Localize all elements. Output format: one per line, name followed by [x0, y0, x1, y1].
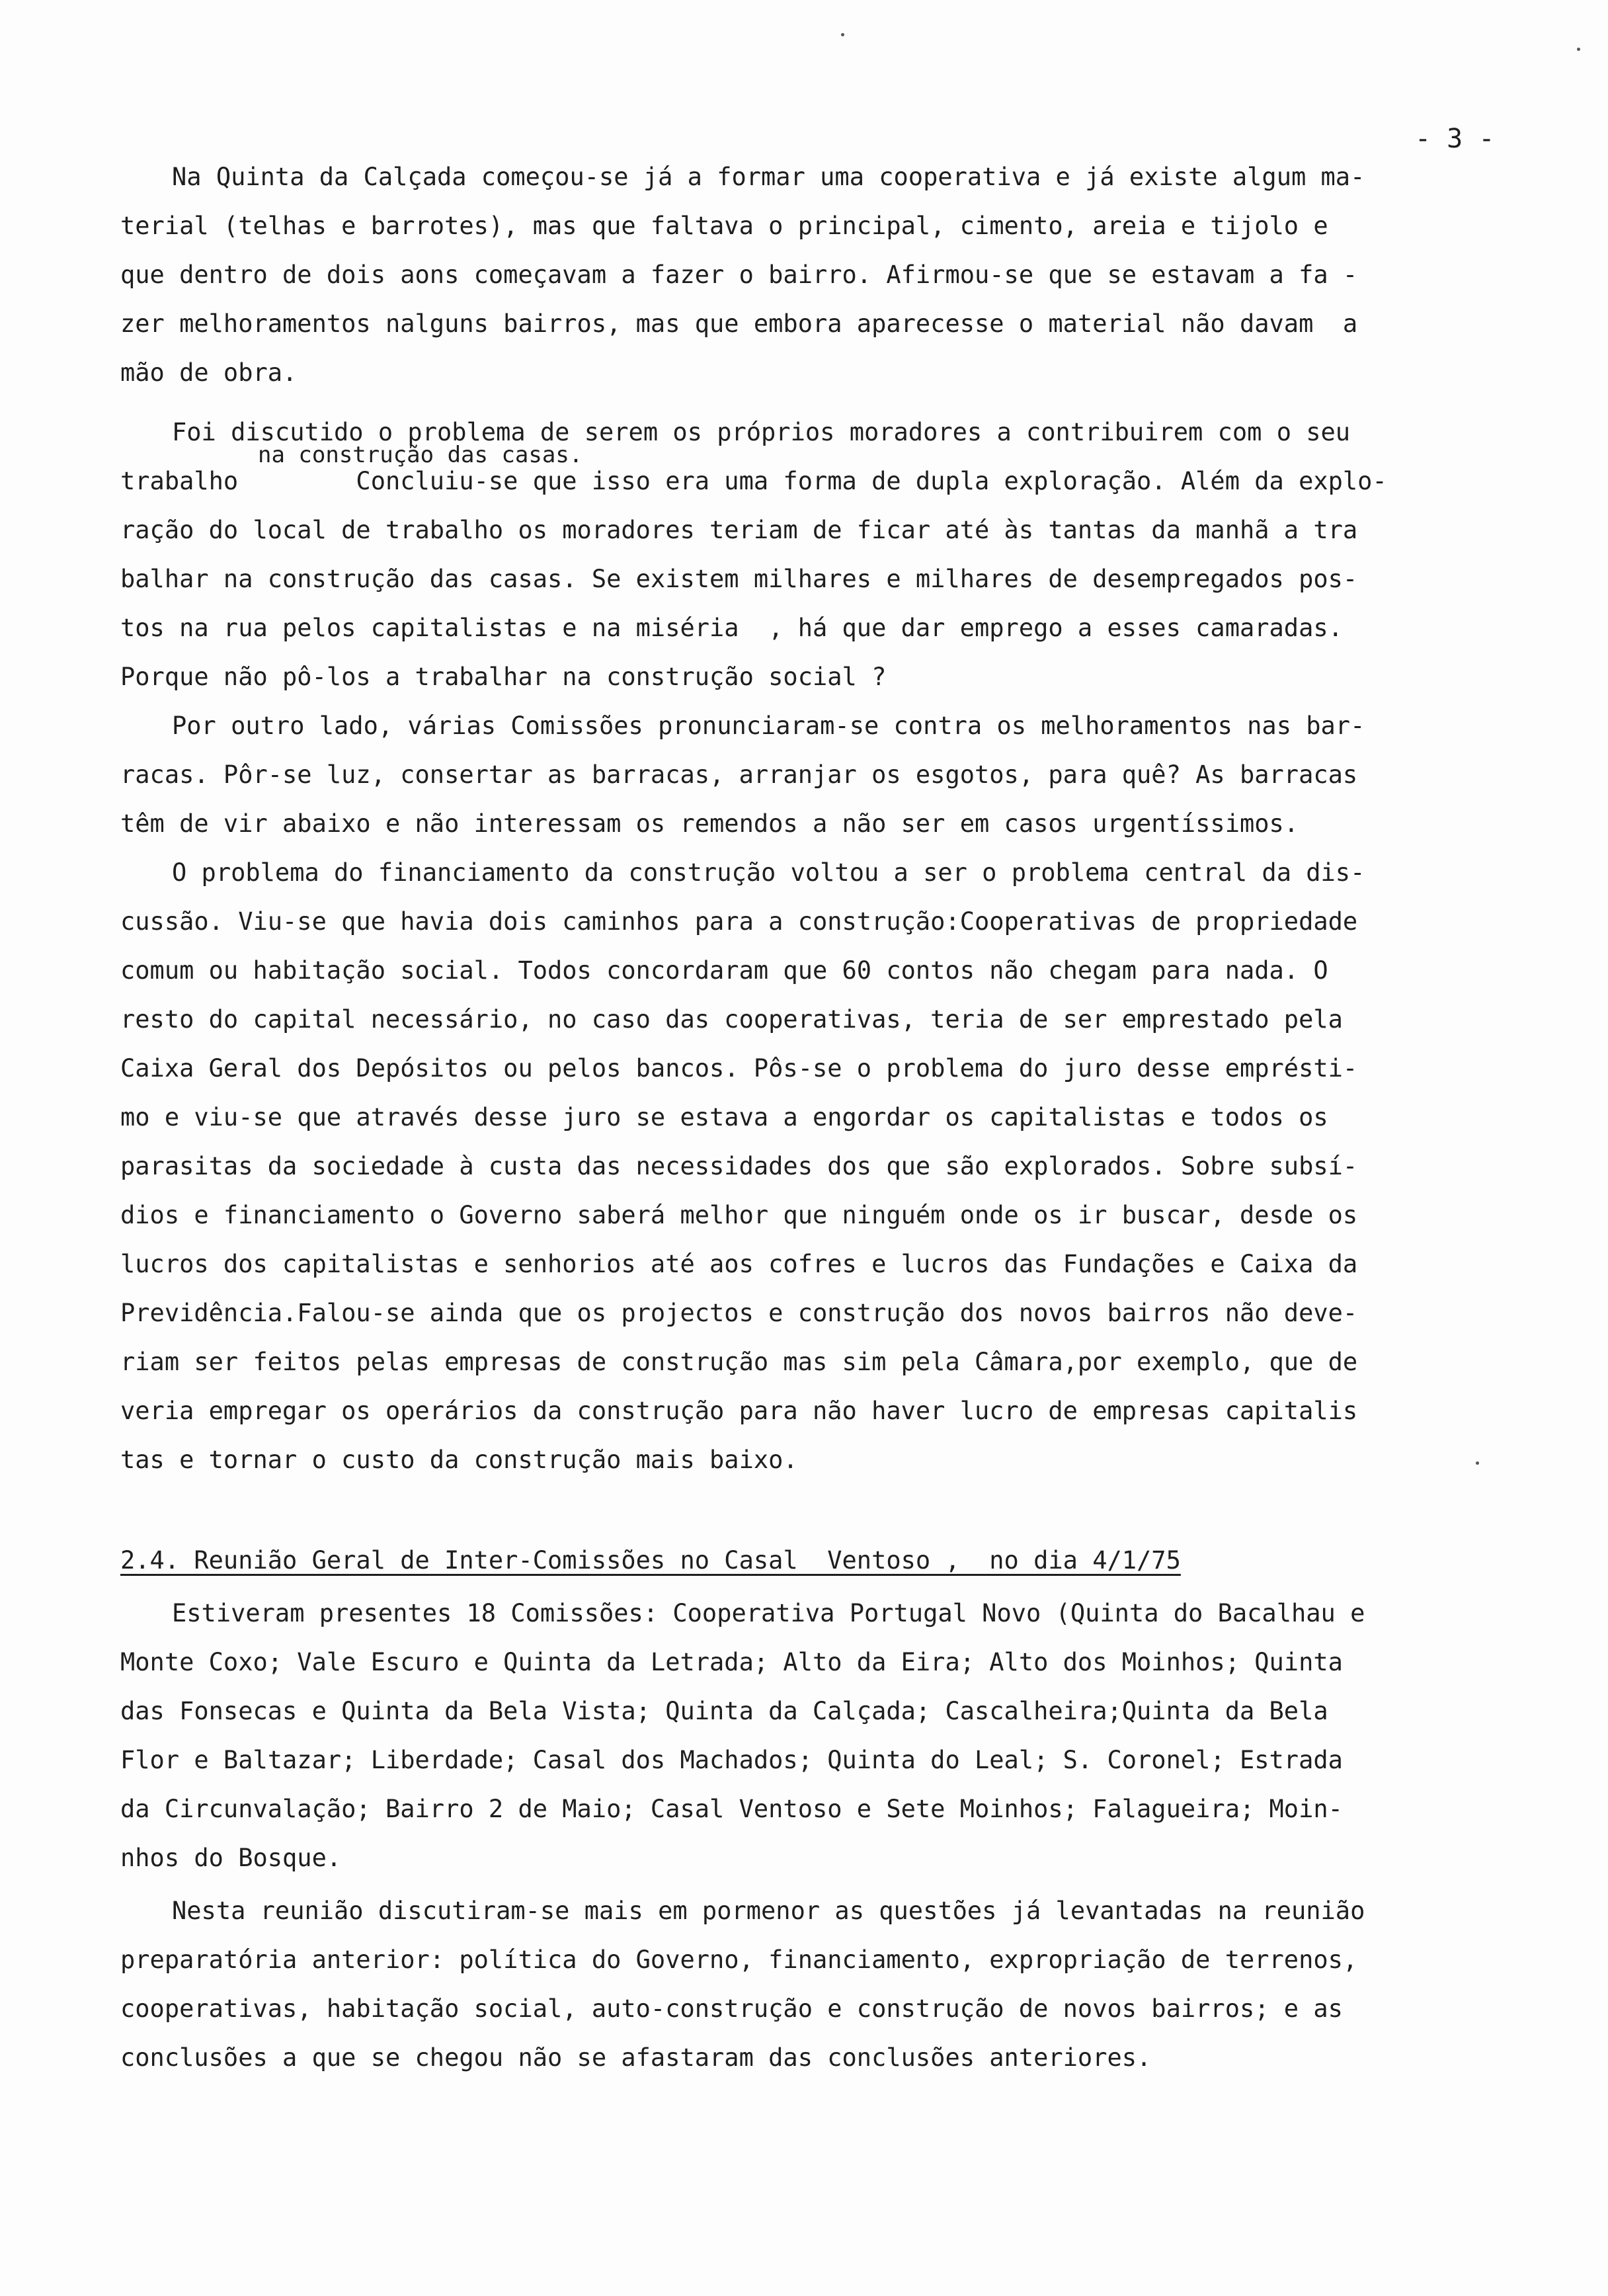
- text-line: trabalho Concluiu-se que isso era uma forma de dupla exploração. Além da explo-: [120, 467, 1387, 495]
- text-line: lucros dos capitalistas e senhorios até aos cofres e lucros das Fundações e Caixa da: [120, 1250, 1358, 1278]
- text-line: cooperativas, habitação social, auto-construção e construção de novos bairros; e as: [120, 1994, 1343, 2023]
- text-line: Flor e Baltazar; Liberdade; Casal dos Machados; Quinta do Leal; S. Coronel; Estrada: [120, 1746, 1343, 1774]
- text-line: ração do local de trabalho os moradores teriam de ficar até às tantas da manhã a tra: [120, 516, 1358, 544]
- text-line: parasitas da sociedade à custa das necessidades dos que são explorados. Sobre subsí-: [120, 1152, 1358, 1180]
- text-line: Monte Coxo; Vale Escuro e Quinta da Letrada; Alto da Eira; Alto dos Moinhos; Quinta: [120, 1648, 1343, 1676]
- scan-speck: [1577, 48, 1580, 51]
- text-line: Por outro lado, várias Comissões pronunciaram-se contra os melhoramentos nas bar-: [172, 712, 1365, 740]
- text-line: têm de vir abaixo e não interessam os remendos a não ser em casos urgentíssimos.: [120, 809, 1299, 838]
- text-line: Caixa Geral dos Depósitos ou pelos bancos. Pôs-se o problema do juro desse emprésti-: [120, 1054, 1358, 1083]
- section-heading: 2.4. Reunião Geral de Inter-Comissões no Casal Ventoso , no dia 4/1/75: [120, 1546, 1181, 1575]
- text-line: conclusões a que se chegou não se afastaram das conclusões anteriores.: [120, 2043, 1152, 2072]
- text-line: nhos do Bosque.: [120, 1844, 342, 1872]
- page-number: - 3 -: [1415, 124, 1495, 154]
- text-line: mo e viu-se que através desse juro se estava a engordar os capitalistas e todos os: [120, 1103, 1328, 1131]
- text-line: Na Quinta da Calçada começou-se já a formar uma cooperativa e já existe algum ma-: [172, 163, 1365, 191]
- text-line: balhar na construção das casas. Se existem milhares e milhares de desempregados pos-: [120, 565, 1358, 593]
- scan-speck: [1476, 1461, 1479, 1465]
- text-line: cussão. Viu-se que havia dois caminhos para a construção:Cooperativas de propriedade: [120, 907, 1358, 936]
- text-line: terial (telhas e barrotes), mas que faltava o principal, cimento, areia e tijolo e: [120, 212, 1328, 240]
- text-line: que dentro de dois aons começavam a fazer o bairro. Afirmou-se que se estavam a fa -: [120, 261, 1358, 289]
- text-line: Estiveram presentes 18 Comissões: Cooperativa Portugal Novo (Quinta do Bacalhau e: [172, 1599, 1365, 1627]
- text-line: Foi discutido o problema de serem os próprios moradores a contribuirem com o seu: [172, 418, 1351, 446]
- text-line: riam ser feitos pelas empresas de construção mas sim pela Câmara,por exemplo, que de: [120, 1348, 1358, 1376]
- handwritten-insertion: na construção das casas.: [258, 442, 583, 468]
- text-line: da Circunvalação; Bairro 2 de Maio; Casal Ventoso e Sete Moinhos; Falagueira; Moin-: [120, 1795, 1343, 1823]
- text-line: veria empregar os operários da construção para não haver lucro de empresas capitalis: [120, 1397, 1358, 1425]
- text-line: racas. Pôr-se luz, consertar as barracas, arranjar os esgotos, para quê? As barracas: [120, 760, 1358, 789]
- text-line: das Fonsecas e Quinta da Bela Vista; Quinta da Calçada; Cascalheira;Quinta da Bela: [120, 1697, 1328, 1725]
- text-line: preparatória anterior: política do Governo, financiamento, expropriação de terrenos,: [120, 1946, 1358, 1974]
- text-line: resto do capital necessário, no caso das cooperativas, teria de ser emprestado pela: [120, 1005, 1343, 1034]
- text-line: mão de obra.: [120, 358, 298, 387]
- text-line: tas e tornar o custo da construção mais baixo.: [120, 1446, 798, 1474]
- text-line: comum ou habitação social. Todos concordaram que 60 contos não chegam para nada. O: [120, 956, 1328, 985]
- text-line: dios e financiamento o Governo saberá melhor que ninguém onde os ir buscar, desde os: [120, 1201, 1358, 1229]
- text-line: Nesta reunião discutiram-se mais em pormenor as questões já levantadas na reunião: [172, 1897, 1365, 1925]
- text-line: Porque não pô-los a trabalhar na construção social ?: [120, 663, 887, 691]
- text-line: Previdência.Falou-se ainda que os projectos e construção dos novos bairros não deve-: [120, 1299, 1358, 1327]
- text-line: tos na rua pelos capitalistas e na miséria , há que dar emprego a esses camaradas.: [120, 614, 1343, 642]
- text-line: zer melhoramentos nalguns bairros, mas que embora aparecesse o material não davam a: [120, 309, 1358, 338]
- text-line: O problema do financiamento da construção voltou a ser o problema central da dis-: [172, 858, 1365, 887]
- scan-speck: [841, 33, 844, 36]
